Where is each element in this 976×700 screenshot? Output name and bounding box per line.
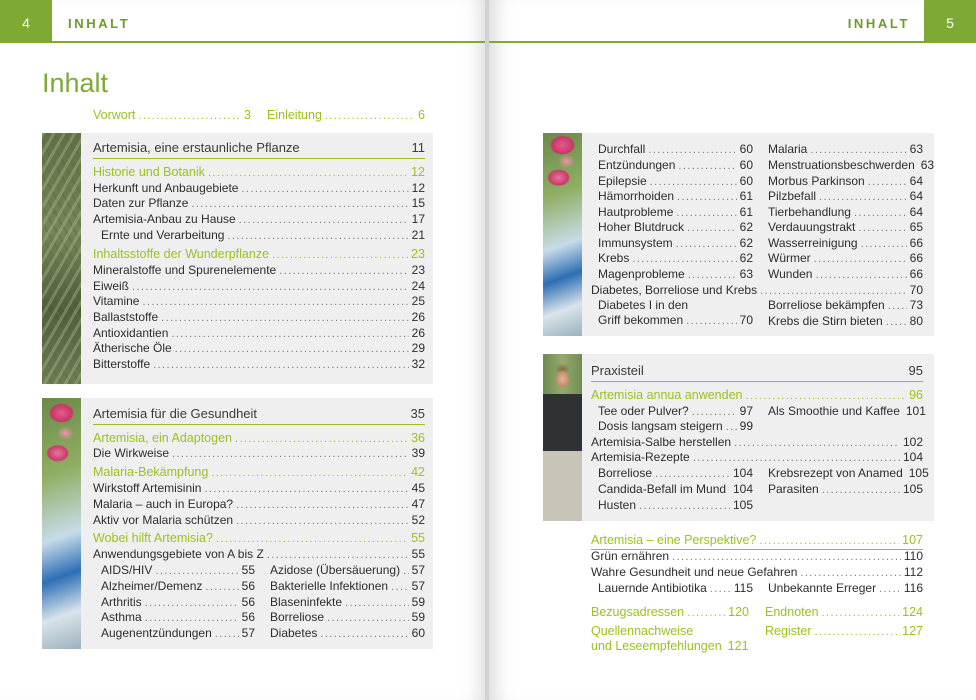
- toc-entry-tee-pulver[interactable]: Tee oder Pulver? ..... 97: [598, 404, 753, 420]
- toc-entry-gruen-ernaehren[interactable]: Grün ernähren ..... 110: [591, 549, 923, 565]
- toc-entry-rezepte[interactable]: Artemisia-Rezepte ..... 104: [591, 450, 923, 466]
- toc-entry-borreliose-bekaempfen[interactable]: Borreliose bekämpfen ..... 73: [768, 298, 923, 314]
- person-photo: [543, 354, 582, 521]
- toc-entry-quellen-line1[interactable]: Quellennachweise: [591, 624, 694, 638]
- right-running-head: INHALT: [847, 16, 910, 31]
- toc-entry-herkunft[interactable]: Herkunft und Anbaugebiete ..... 12: [93, 181, 425, 197]
- toc-entry-diabetes-i-line2[interactable]: Griff bekommen ..... 70: [598, 313, 753, 329]
- toc-entry-alzheimer[interactable]: Alzheimer/Demenz ..... 56: [101, 579, 255, 595]
- toc-entry-adaptogen[interactable]: Artemisia, ein Adaptogen ..... 36: [93, 431, 425, 447]
- toc-entry-candida[interactable]: Candida-Befall im Mund ..... 104: [598, 482, 753, 498]
- toc-entry-bitterstoffe[interactable]: Bitterstoffe ..... 32: [93, 357, 425, 373]
- left-page: [0, 0, 487, 700]
- toc-entry-malaria-europa[interactable]: Malaria – auch in Europa? ..... 47: [93, 497, 425, 513]
- toc-entry-salbe[interactable]: Artemisia-Salbe herstellen ..... 102: [591, 435, 923, 451]
- toc-entry-ballaststoffe[interactable]: Ballaststoffe ..... 26: [93, 310, 425, 326]
- toc-entry-anbau[interactable]: Artemisia-Anbau zu Hause ..... 17: [93, 212, 425, 228]
- toc-entry-arthritis[interactable]: Arthritis ..... 56: [101, 595, 255, 611]
- toc-entry-rez-borreliose[interactable]: Borreliose ..... 104: [598, 466, 753, 482]
- left-header-rule: [0, 41, 487, 43]
- toc-entry-wirkweise[interactable]: Die Wirkweise ..... 39: [93, 446, 425, 462]
- toc-entry-endnoten[interactable]: Endnoten ..... 124: [765, 605, 923, 621]
- toc-entry-wunden[interactable]: Wunden ..... 66: [768, 267, 923, 283]
- toc-entry-menstruationsbeschwerden[interactable]: Menstruationsbeschwerden 63: [768, 158, 935, 172]
- toc-entry-dosis[interactable]: Dosis langsam steigern ..... 99: [598, 419, 753, 435]
- toc-entry-morbus-parkinson[interactable]: Morbus Parkinson ..... 64: [768, 174, 923, 190]
- toc-entry-epilepsie[interactable]: Epilepsie ..... 60: [598, 174, 753, 190]
- right-page-number: 5: [924, 0, 976, 42]
- toc-entry-hoher-blutdruck[interactable]: Hoher Blutdruck ..... 62: [598, 220, 753, 236]
- section-heading-praxisteil[interactable]: Praxisteil 95: [591, 363, 923, 378]
- toc-entry-verdauungstrakt[interactable]: Verdauungstrakt ..... 65: [768, 220, 923, 236]
- toc-entry-smoothie-kaffee[interactable]: Als Smoothie und Kaffee 101: [768, 404, 926, 418]
- toc-entry-diabetes-i-line1[interactable]: Diabetes I in den: [598, 298, 689, 312]
- toc-entry-perspektive[interactable]: Artemisia – eine Perspektive? ..... 107: [591, 533, 923, 549]
- flower-photo: [543, 133, 582, 336]
- toc-entry-azidose[interactable]: Azidose (Übersäuerung) ..... 57: [270, 563, 425, 579]
- toc-entry-quellen-line2[interactable]: und Leseempfehlungen 121: [591, 639, 749, 653]
- toc-entry-immunsystem[interactable]: Immunsystem ..... 62: [598, 236, 753, 252]
- toc-entry-tierbehandlung[interactable]: Tierbehandlung ..... 64: [768, 205, 923, 221]
- toc-entry-blaseninfekte[interactable]: Blaseninfekte ..... 59: [270, 595, 425, 611]
- toc-entry-durchfall[interactable]: Durchfall ..... 60: [598, 142, 753, 158]
- section-heading-pflanze[interactable]: Artemisia, eine erstaunliche Pflanze 11: [93, 140, 425, 155]
- toc-entry-wahre-gesundheit[interactable]: Wahre Gesundheit und neue Gefahren ..... 112: [591, 565, 923, 581]
- toc-entry-diabetes[interactable]: Diabetes ..... 60: [270, 626, 425, 642]
- toc-entry-krebs-stirn[interactable]: Krebs die Stirn bieten ..... 80: [768, 314, 923, 330]
- toc-entry-wobei-hilft[interactable]: Wobei hilft Artemisia? ..... 55: [93, 531, 425, 547]
- toc-entry-historie[interactable]: Historie und Botanik ..... 12: [93, 165, 425, 181]
- toc-entry-pilzbefall[interactable]: Pilzbefall ..... 64: [768, 189, 923, 205]
- toc-entry-magenprobleme[interactable]: Magenprobleme ..... 63: [598, 267, 753, 283]
- toc-entry-unbekannte-erreger[interactable]: Unbekannte Erreger ..... 116: [768, 581, 923, 597]
- toc-entry-bezugsadressen[interactable]: Bezugsadressen ..... 120: [591, 605, 749, 621]
- toc-entry-malaria-bekaempfung[interactable]: Malaria-Bekämpfung ..... 42: [93, 465, 425, 481]
- herb-photo: [42, 133, 81, 384]
- section-underline: [93, 424, 425, 425]
- toc-entry-husten[interactable]: Husten ..... 105: [598, 498, 753, 514]
- toc-entry-hautprobleme[interactable]: Hautprobleme ..... 61: [598, 205, 753, 221]
- toc-entry-einleitung[interactable]: Einleitung ..... 6: [267, 108, 425, 124]
- toc-entry-malaria-schuetzen[interactable]: Aktiv vor Malaria schützen ..... 52: [93, 513, 425, 529]
- toc-entry-diabetes-borreliose-krebs[interactable]: Diabetes, Borreliose und Krebs ..... 70: [591, 283, 923, 299]
- toc-entry-entzuendungen[interactable]: Entzündungen ..... 60: [598, 158, 753, 174]
- toc-entry-antibiotika[interactable]: Lauernde Antibiotika ..... 115: [598, 581, 753, 597]
- right-header-rule: [489, 41, 976, 43]
- toc-entry-daten[interactable]: Daten zur Pflanze ..... 15: [93, 196, 425, 212]
- toc-entry-asthma[interactable]: Asthma ..... 56: [101, 610, 255, 626]
- toc-entry-bakterielle-infektionen[interactable]: Bakterielle Infektionen ..... 57: [270, 579, 425, 595]
- section-underline: [591, 381, 923, 382]
- toc-entry-aetherische-oele[interactable]: Ätherische Öle ..... 29: [93, 341, 425, 357]
- toc-entry-aids[interactable]: AIDS/HIV ..... 55: [101, 563, 255, 579]
- flower-photo: [42, 398, 81, 649]
- toc-entry-antioxidantien[interactable]: Antioxidantien ..... 26: [93, 326, 425, 342]
- section-underline: [93, 158, 425, 159]
- toc-entry-krebs[interactable]: Krebs ..... 62: [598, 251, 753, 267]
- toc-entry-parasiten[interactable]: Parasiten ..... 105: [768, 482, 923, 498]
- toc-entry-ernte[interactable]: Ernte und Verarbeitung ..... 21: [101, 228, 425, 244]
- toc-entry-augenentzuendungen[interactable]: Augenentzündungen ..... 57: [101, 626, 255, 642]
- toc-entry-inhaltsstoffe[interactable]: Inhaltsstoffe der Wunderpflanze ..... 23: [93, 247, 425, 263]
- left-running-head: INHALT: [68, 16, 131, 31]
- toc-entry-haemorrhoiden[interactable]: Hämorrhoiden ..... 61: [598, 189, 753, 205]
- toc-entry-wasserreinigung[interactable]: Wasserreinigung ..... 66: [768, 236, 923, 252]
- left-page-number: 4: [0, 0, 52, 42]
- toc-entry-wuermer[interactable]: Würmer ..... 66: [768, 251, 923, 267]
- toc-entry-artemisinin[interactable]: Wirkstoff Artemisinin ..... 45: [93, 481, 425, 497]
- toc-entry-eiweiss[interactable]: Eiweiß ..... 24: [93, 279, 425, 295]
- toc-entry-register[interactable]: Register ..... 127: [765, 624, 923, 640]
- toc-entry-annua-anwenden[interactable]: Artemisia annua anwenden ..... 96: [591, 388, 923, 404]
- toc-entry-anwendungsgebiete[interactable]: Anwendungsgebiete von A bis Z ..... 55: [93, 547, 425, 563]
- toc-entry-borreliose[interactable]: Borreliose ..... 59: [270, 610, 425, 626]
- toc-entry-krebsrezept[interactable]: Krebsrezept von Anamed 105: [768, 466, 929, 480]
- toc-entry-malaria[interactable]: Malaria ..... 63: [768, 142, 923, 158]
- toc-entry-vorwort[interactable]: Vorwort ..... 3: [93, 108, 251, 124]
- toc-entry-mineralstoffe[interactable]: Mineralstoffe und Spurenelemente ..... 23: [93, 263, 425, 279]
- toc-entry-vitamine[interactable]: Vitamine ..... 25: [93, 294, 425, 310]
- right-page: [489, 0, 976, 700]
- section-heading-gesundheit[interactable]: Artemisia für die Gesundheit 35: [93, 406, 425, 421]
- page-title: Inhalt: [42, 68, 109, 98]
